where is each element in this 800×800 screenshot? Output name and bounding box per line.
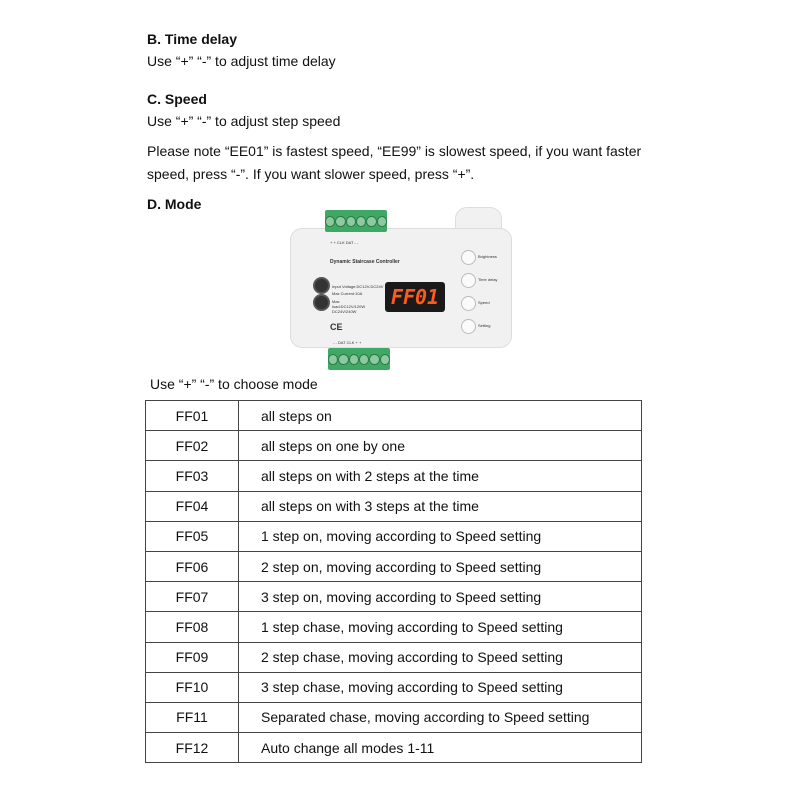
section-d-title: D. Mode — [147, 196, 202, 212]
table-row — [146, 582, 642, 612]
mode-description: 2 step chase, moving according to Speed setting — [239, 642, 642, 672]
mode-description: Auto change all modes 1-11 — [239, 733, 642, 763]
button-label: Brightness — [478, 254, 497, 259]
mode-code: FF11 — [146, 702, 239, 732]
table-row — [146, 521, 642, 551]
mode-description: all steps on one by one — [239, 431, 642, 461]
top-terminal — [325, 210, 387, 232]
top-pin-labels: + + CLK DAT - - — [330, 240, 359, 245]
mode-code: FF06 — [146, 551, 239, 581]
button-label: Speed — [478, 300, 490, 305]
led-display: FF01 — [385, 282, 445, 312]
mode-code: FF03 — [146, 461, 239, 491]
brightness-button — [461, 250, 476, 265]
mode-description: 3 step on, moving according to Speed setting — [239, 582, 642, 612]
mode-code: FF01 — [146, 401, 239, 431]
mode-code: FF07 — [146, 582, 239, 612]
mode-code: FF08 — [146, 612, 239, 642]
certification-marks: CE — [330, 322, 343, 332]
mode-description: all steps on with 2 steps at the time — [239, 461, 642, 491]
knob-icon — [313, 277, 330, 294]
table-row — [146, 672, 642, 702]
time-delay-button — [461, 273, 476, 288]
section-c-text: Use “+” “-” to adjust step speed — [147, 113, 341, 129]
mode-description: all steps on — [239, 401, 642, 431]
table-row — [146, 702, 642, 732]
mode-code: FF09 — [146, 642, 239, 672]
table-row — [146, 733, 642, 763]
mode-description: 1 step chase, moving according to Speed setting — [239, 612, 642, 642]
setting-button — [461, 319, 476, 334]
table-row — [146, 401, 642, 431]
device-title: Dynamic Staircase Controller — [330, 259, 400, 265]
mode-description: 1 step on, moving according to Speed setting — [239, 521, 642, 551]
section-d-text: Use “+” “-” to choose mode — [150, 376, 318, 392]
speed-note: Please note “EE01” is fastest speed, “EE99” is slowest speed, if you want faster speed, press “-”. If you want slower speed, press “+”. — [147, 143, 642, 182]
knob-icon — [313, 294, 330, 311]
bottom-terminal — [328, 348, 390, 370]
mode-code: FF05 — [146, 521, 239, 551]
mode-code: FF12 — [146, 733, 239, 763]
section-b-title: B. Time delay — [147, 31, 238, 47]
table-row — [146, 612, 642, 642]
section-b-text: Use “+” “-” to adjust time delay — [147, 53, 336, 69]
section-c-title: C. Speed — [147, 91, 207, 107]
mode-description: Separated chase, moving according to Speed setting — [239, 702, 642, 732]
mode-description: 2 step on, moving according to Speed setting — [239, 551, 642, 581]
spec: Max load:DC12V/120W DC24V/240W — [332, 299, 366, 314]
mode-code: FF10 — [146, 672, 239, 702]
speed-button — [461, 296, 476, 311]
table-row — [146, 461, 642, 491]
button-label: Time delay — [478, 277, 498, 282]
mode-description: all steps on with 3 steps at the time — [239, 491, 642, 521]
mode-code: FF02 — [146, 431, 239, 461]
mode-description: 3 step chase, moving according to Speed setting — [239, 672, 642, 702]
table-row — [146, 642, 642, 672]
spec: Input Voltage:DC12V-DC24V — [332, 284, 384, 289]
table-row — [146, 551, 642, 581]
table-row — [146, 491, 642, 521]
spec: Max Current:10A — [332, 291, 363, 296]
mode-table — [145, 400, 642, 763]
mode-code: FF04 — [146, 491, 239, 521]
bottom-pin-labels: - - DAT CLK + + — [333, 340, 362, 345]
table-row — [146, 431, 642, 461]
button-label: Setting — [478, 323, 491, 328]
